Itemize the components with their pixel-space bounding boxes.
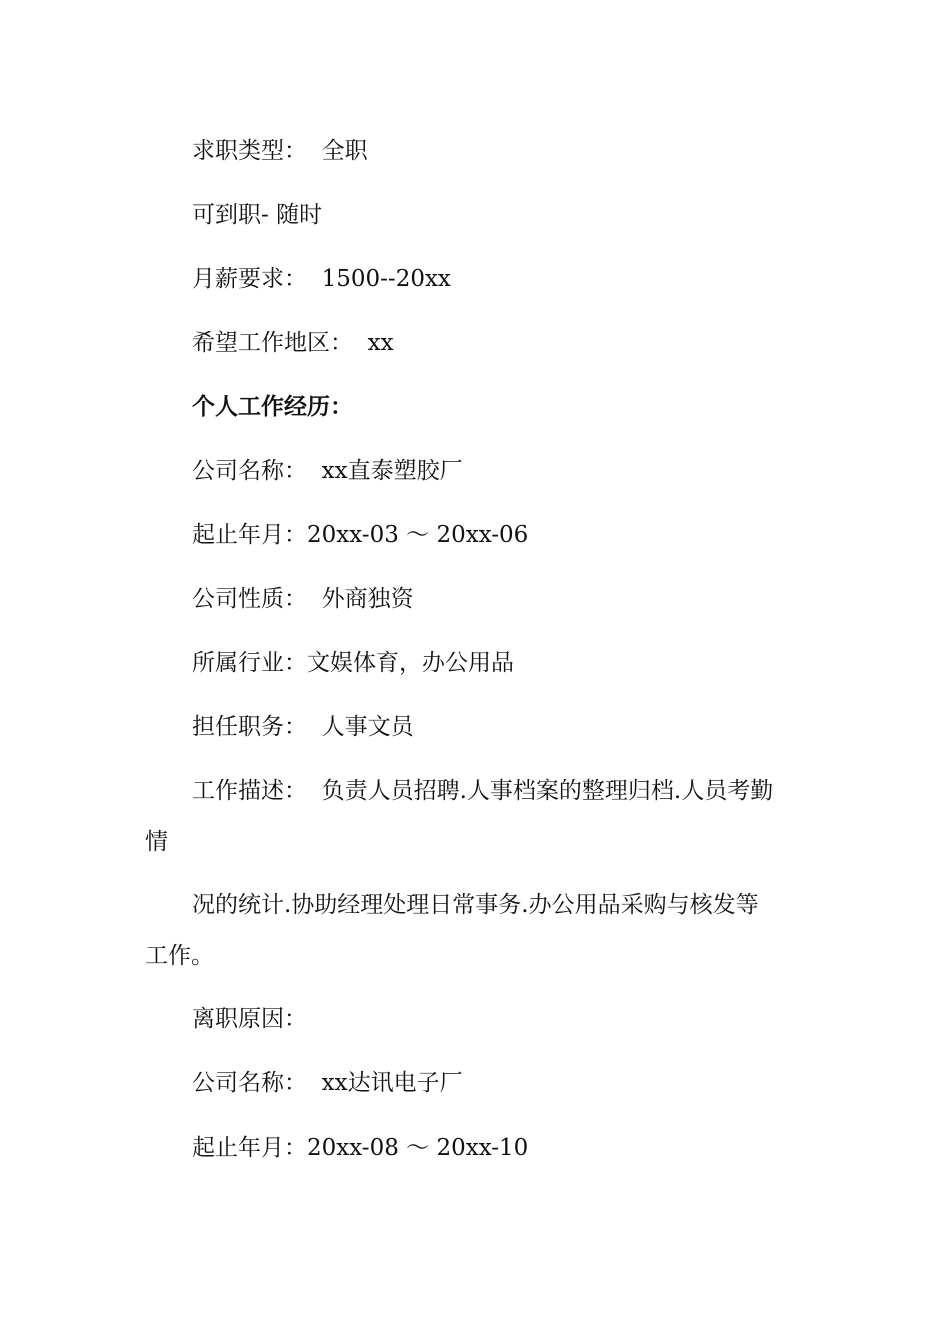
company1-position-line: 担任职务： 人事文员 [192,714,414,740]
salary-line: 月薪要求： 1500--20xx [192,266,451,292]
availability-line: 可到职- 随时 [192,202,323,228]
company1-nature-line: 公司性质： 外商独资 [192,586,414,612]
company1-description-line: 情 [145,829,168,855]
company1-period-line: 起止年月：20xx-03 ～ 20xx-06 [192,522,529,548]
company1-leave-reason-line: 离职原因： [192,1006,307,1032]
company1-industry-line: 所属行业：文娱体育，办公用品 [192,650,514,676]
region-line: 希望工作地区： xx [192,330,394,356]
company1-description-line: 况的统计.协助经理处理日常事务.办公用品采购与核发等 [192,892,759,918]
experience-heading: 个人工作经历： [192,393,353,420]
company2-name-line: 公司名称： xx达讯电子厂 [192,1070,463,1096]
company1-description-line: 工作描述： 负责人员招聘.人事档案的整理归档.人员考勤 [192,778,774,804]
company1-description-line: 工作。 [145,943,214,969]
job-type-line: 求职类型： 全职 [192,138,368,164]
company1-name-line: 公司名称： xx直泰塑胶厂 [192,458,463,484]
company2-period-line: 起止年月：20xx-08 ～ 20xx-10 [192,1135,529,1161]
